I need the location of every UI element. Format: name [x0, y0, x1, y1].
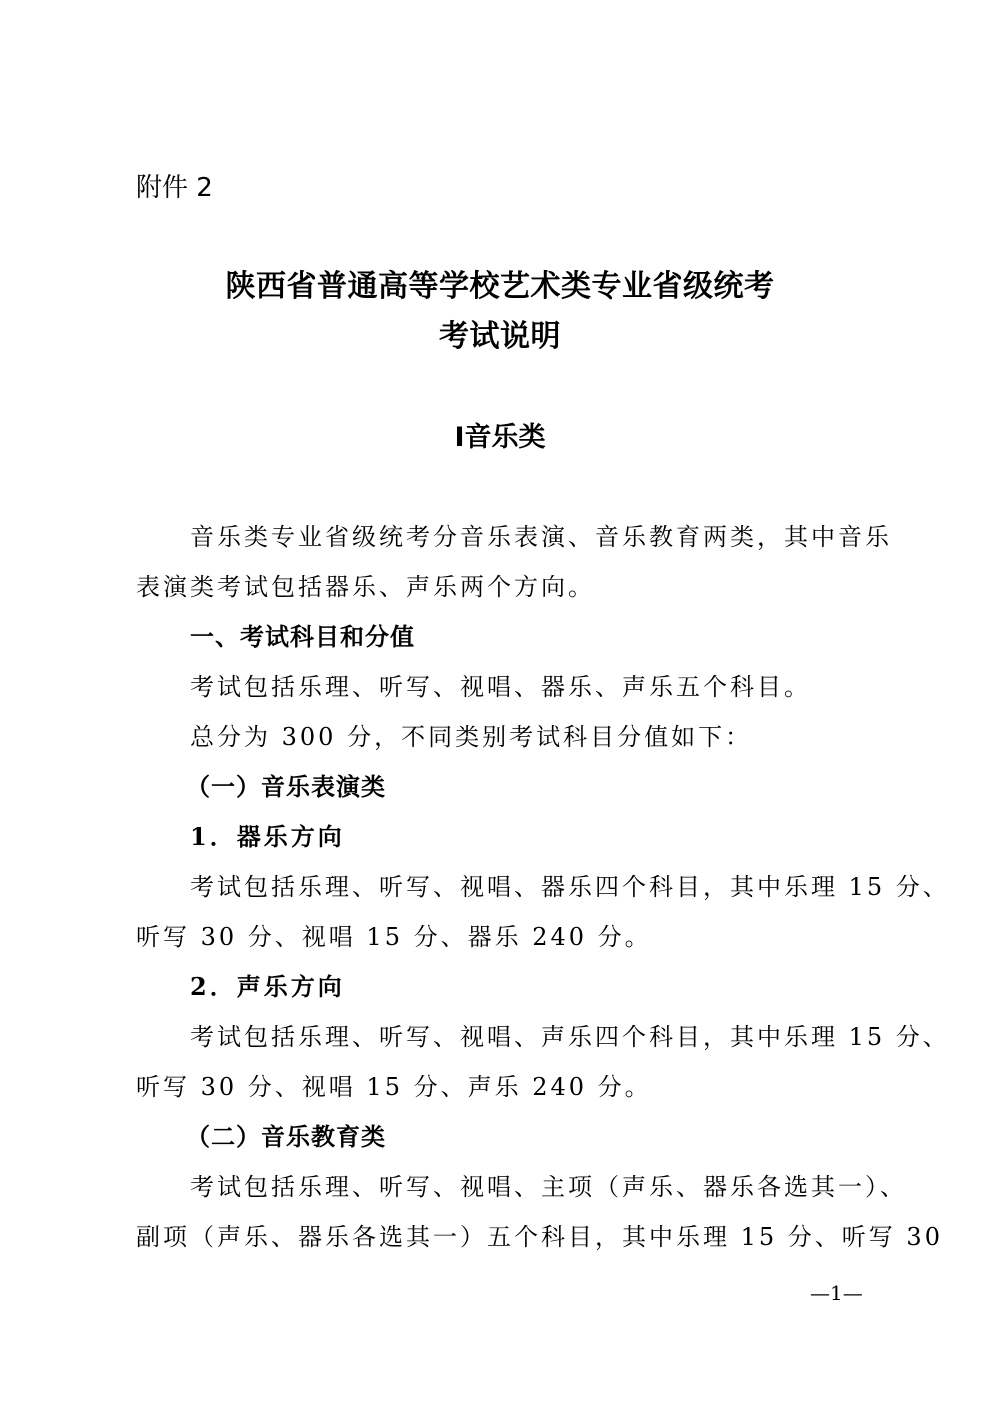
heading-vocal-direction: 2．声乐方向 — [190, 972, 345, 1001]
heading-instrumental-direction: 1．器乐方向 — [190, 822, 345, 851]
paragraph-subjects: 考试包括乐理、听写、视唱、器乐、声乐五个科目。 — [190, 673, 811, 701]
paragraph-total-score: 总分为 300 分，不同类别考试科目分值如下： — [190, 723, 753, 751]
attachment-label: 附件 2 — [136, 173, 213, 203]
intro-line-2: 表演类考试包括器乐、声乐两个方向。 — [136, 573, 595, 601]
instrumental-line-2: 听写 30 分、视唱 15 分、器乐 240 分。 — [136, 923, 652, 951]
heading-music-performance: （一）音乐表演类 — [186, 773, 386, 801]
intro-line-1: 音乐类专业省级统考分音乐表演、音乐教育两类，其中音乐 — [190, 523, 892, 551]
document-title-line-1: 陕西省普通高等学校艺术类专业省级统考 — [225, 269, 775, 304]
education-line-2: 副项（声乐、器乐各选其一）五个科目，其中乐理 15 分、听写 30 — [136, 1223, 943, 1251]
heading-music-education: （二）音乐教育类 — [186, 1123, 386, 1151]
vocal-line-1: 考试包括乐理、听写、视唱、声乐四个科目，其中乐理 15 分、 — [190, 1023, 950, 1051]
heading-exam-subjects: 一、考试科目和分值 — [190, 623, 415, 651]
vocal-line-2: 听写 30 分、视唱 15 分、声乐 240 分。 — [136, 1073, 652, 1101]
instrumental-line-1: 考试包括乐理、听写、视唱、器乐四个科目，其中乐理 15 分、 — [190, 873, 950, 901]
education-line-1: 考试包括乐理、听写、视唱、主项（声乐、器乐各选其一）、 — [190, 1173, 907, 1201]
section-heading: Ⅰ音乐类 — [454, 422, 546, 453]
document-title-line-2: 考试说明 — [439, 319, 561, 354]
page-number: —1— — [810, 1281, 863, 1305]
